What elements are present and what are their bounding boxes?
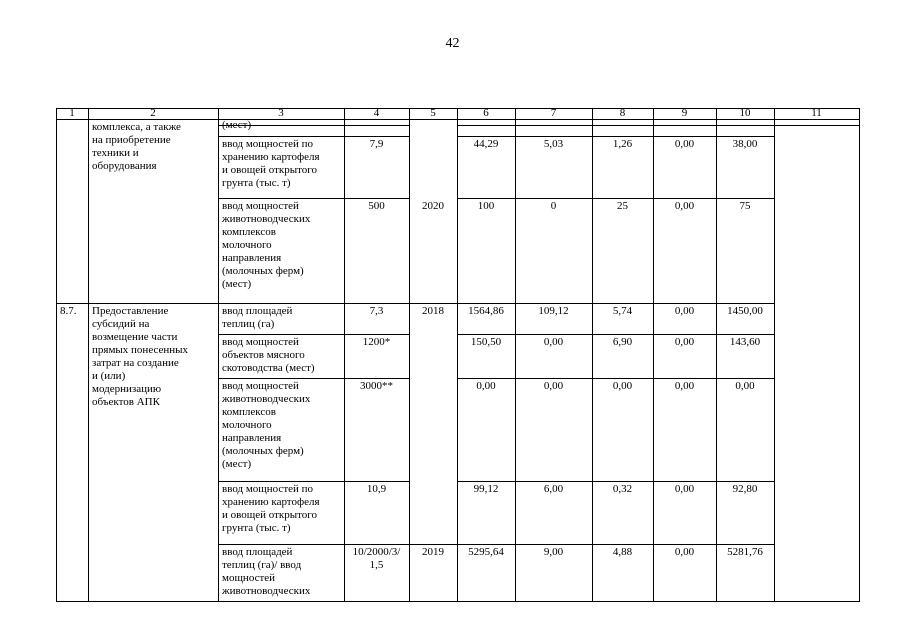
indicator-name: скотоводства (мест) <box>222 362 315 374</box>
extrabudget-amount: 143,60 <box>729 336 761 348</box>
indicator-name: (мест) <box>222 119 252 131</box>
indicator-value: 7,3 <box>369 305 384 317</box>
indicator-name: (мест) <box>222 278 252 290</box>
indicator-name: ввод мощностей <box>222 380 299 392</box>
indicator-value: 1200* <box>362 336 391 348</box>
column-number-10: 10 <box>739 107 751 119</box>
measure-number: 8.7. <box>60 305 77 317</box>
column-border <box>716 119 717 602</box>
year-value: 2019 <box>422 546 444 558</box>
column-number-5: 5 <box>430 107 436 119</box>
column-border <box>859 108 860 602</box>
extrabudget-amount: 38,00 <box>732 138 758 150</box>
indicator-name: грунта (тыс. т) <box>222 522 291 534</box>
total-amount: 44,29 <box>473 138 499 150</box>
indicator-name: молочного <box>222 419 272 431</box>
column-number-2: 2 <box>150 107 156 119</box>
row-border <box>218 481 410 482</box>
extrabudget-amount: 1450,00 <box>727 305 763 317</box>
local-amount: 0,00 <box>674 305 695 317</box>
indicator-name: и овощей открытого <box>222 509 318 521</box>
measure-description: прямых понесенных <box>92 344 189 356</box>
indicator-value: 1,5 <box>369 559 384 571</box>
federal-amount: 5,03 <box>543 138 564 150</box>
total-amount: 0,00 <box>476 380 496 392</box>
column-number-6: 6 <box>483 107 489 119</box>
measure-description: затрат на создание <box>92 357 179 369</box>
measure-description: объектов АПК <box>92 396 160 408</box>
extrabudget-amount: 92,80 <box>732 483 758 495</box>
federal-amount: 0,00 <box>543 380 564 392</box>
indicator-name: грунта (тыс. т) <box>222 177 291 189</box>
regional-amount: 1,26 <box>612 138 633 150</box>
indicator-name: ввод мощностей по <box>222 483 314 495</box>
column-border <box>218 119 219 602</box>
indicator-name: мощностей <box>222 572 276 584</box>
total-amount: 150,50 <box>470 336 502 348</box>
column-border <box>592 119 593 602</box>
indicator-name: животноводческих <box>222 393 311 405</box>
total-amount: 100 <box>477 200 495 212</box>
program-table <box>56 108 859 601</box>
column-border <box>653 119 654 602</box>
row-border <box>457 125 775 126</box>
federal-amount: 109,12 <box>538 305 569 317</box>
indicator-name: теплиц (га) <box>222 318 275 330</box>
column-number-9: 9 <box>681 107 688 119</box>
measure-description: субсидий на <box>92 318 150 330</box>
federal-amount: 9,00 <box>543 546 564 558</box>
indicator-name: животноводческих <box>222 213 311 225</box>
measure-description: Предоставление <box>92 305 169 317</box>
indicator-value: 500 <box>368 200 385 212</box>
indicator-name: ввод площадей <box>222 546 293 558</box>
row-border <box>457 544 775 545</box>
indicator-name: молочного <box>222 239 272 251</box>
column-number-7: 7 <box>550 107 557 119</box>
row-border <box>409 544 458 545</box>
column-number-1: 1 <box>69 107 75 119</box>
regional-amount: 0,32 <box>612 483 633 495</box>
indicator-name: и овощей открытого <box>222 164 318 176</box>
indicator-name: направления <box>222 432 282 444</box>
regional-amount: 6,90 <box>612 336 633 348</box>
measure-description: возмещение части <box>92 331 178 343</box>
row-border <box>457 334 775 335</box>
row-border <box>56 601 860 602</box>
indicator-name: хранению картофеля <box>222 151 320 163</box>
row-border <box>218 136 410 137</box>
indicator-name: направления <box>222 252 282 264</box>
year-value: 2020 <box>422 200 444 212</box>
row-border <box>457 378 775 379</box>
column-number-11: 11 <box>811 107 822 119</box>
local-amount: 0,00 <box>674 380 695 392</box>
indicator-name: ввод мощностей по <box>222 138 314 150</box>
indicator-name: (молочных ферм) <box>222 445 304 457</box>
indicator-value: 3000** <box>360 380 393 392</box>
indicator-name: теплиц (га)/ ввод <box>222 559 302 571</box>
column-number-8: 8 <box>619 107 626 119</box>
local-amount: 0,00 <box>674 200 695 212</box>
federal-amount: 0,00 <box>543 336 564 348</box>
measure-description: модернизацию <box>92 383 162 395</box>
row-border <box>409 303 458 304</box>
measure-description: на приобретение <box>92 134 171 146</box>
indicator-value: 10/2000/3/ <box>352 546 401 558</box>
year-value: 2018 <box>422 305 444 317</box>
column-number-4: 4 <box>373 107 380 119</box>
measure-description: комплекса, а также <box>92 121 181 133</box>
column-border <box>56 108 57 602</box>
indicator-value: 10,9 <box>366 483 387 495</box>
row-border <box>218 334 410 335</box>
local-amount: 0,00 <box>674 483 695 495</box>
regional-amount: 0,00 <box>612 380 633 392</box>
column-border <box>457 119 458 602</box>
measure-description: техники и <box>92 147 139 159</box>
indicator-value: 7,9 <box>369 138 384 150</box>
extrabudget-amount: 75 <box>739 200 751 212</box>
local-amount: 0,00 <box>674 546 695 558</box>
indicator-name: объектов мясного <box>222 349 305 361</box>
total-amount: 1564,86 <box>468 305 504 317</box>
extrabudget-amount: 5281,76 <box>727 546 763 558</box>
column-number-3: 3 <box>278 107 284 119</box>
indicator-name: животноводческих <box>222 585 311 597</box>
total-amount: 5295,64 <box>468 546 504 558</box>
column-border <box>515 119 516 602</box>
indicator-name: (мест) <box>222 458 252 470</box>
indicator-name: комплексов <box>222 406 276 418</box>
column-border <box>88 119 89 602</box>
indicator-name: ввод мощностей <box>222 336 299 348</box>
row-border <box>218 303 410 304</box>
row-border <box>457 198 775 199</box>
extrabudget-amount: 0,00 <box>735 380 755 392</box>
row-border <box>457 481 775 482</box>
measure-description: и (или) <box>92 370 126 382</box>
indicator-name: ввод мощностей <box>222 200 299 212</box>
column-border <box>344 119 345 602</box>
row-border <box>457 136 775 137</box>
measure-description: оборудования <box>92 160 157 172</box>
local-amount: 0,00 <box>674 336 695 348</box>
column-border <box>409 119 410 602</box>
column-border <box>774 119 775 602</box>
indicator-name: (молочных ферм) <box>222 265 304 277</box>
row-border <box>774 125 860 126</box>
row-border <box>56 303 219 304</box>
row-border <box>218 198 410 199</box>
regional-amount: 4,88 <box>612 546 633 558</box>
regional-amount: 5,74 <box>612 305 633 317</box>
row-border <box>218 544 410 545</box>
federal-amount: 0 <box>550 200 557 212</box>
local-amount: 0,00 <box>674 138 695 150</box>
federal-amount: 6,00 <box>543 483 564 495</box>
page-number: 42 <box>445 36 460 51</box>
total-amount: 99,12 <box>473 483 499 495</box>
regional-amount: 25 <box>617 200 628 212</box>
row-border <box>218 378 410 379</box>
indicator-name: комплексов <box>222 226 276 238</box>
indicator-name: ввод площадей <box>222 305 293 317</box>
indicator-name: хранению картофеля <box>222 496 320 508</box>
row-border <box>457 303 775 304</box>
